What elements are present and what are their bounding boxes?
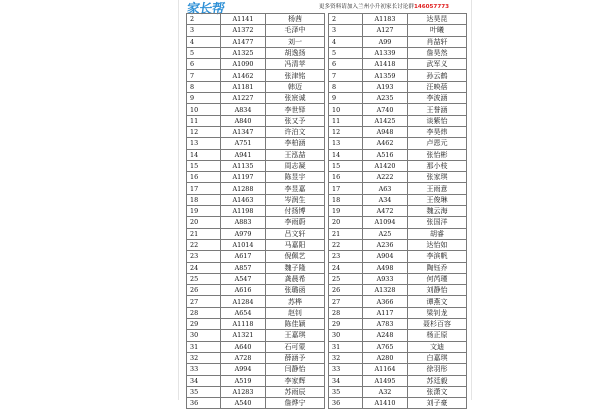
exam-id-cell: A462 bbox=[363, 138, 408, 149]
table-row bbox=[329, 14, 467, 25]
banner-group-number: 146057773 bbox=[413, 4, 449, 10]
student-name-cell: 魏子隆 bbox=[266, 262, 325, 273]
table-row bbox=[329, 285, 467, 296]
exam-id-cell: A516 bbox=[363, 149, 408, 160]
exam-id-cell: A193 bbox=[363, 81, 408, 92]
exam-id-cell: A99 bbox=[363, 36, 408, 47]
student-name-cell: 谈紫怡 bbox=[408, 115, 467, 126]
exam-id-cell: A1462 bbox=[221, 70, 266, 81]
row-number-cell: 33 bbox=[187, 364, 221, 375]
row-number-cell: 20 bbox=[187, 217, 221, 228]
student-name-cell: 张怡彬 bbox=[408, 149, 467, 160]
student-name-cell: 王俊琳 bbox=[408, 194, 467, 205]
exam-id-cell: A1197 bbox=[221, 172, 266, 183]
table-row bbox=[187, 398, 325, 409]
row-number-cell: 25 bbox=[329, 273, 363, 284]
row-number-cell: 33 bbox=[329, 364, 363, 375]
student-name-cell: 李滨帆 bbox=[408, 251, 467, 262]
table-row bbox=[329, 217, 467, 228]
student-name-cell: 毛泽中 bbox=[266, 25, 325, 36]
table-row bbox=[187, 59, 325, 70]
exam-id-cell: A1372 bbox=[221, 25, 266, 36]
row-number-cell: 31 bbox=[187, 341, 221, 352]
exam-id-cell: A979 bbox=[221, 228, 266, 239]
row-number-cell: 29 bbox=[187, 319, 221, 330]
student-name-cell: 石可蒙 bbox=[266, 341, 325, 352]
student-name-cell: 詹昊然 bbox=[408, 47, 467, 58]
student-name-cell: 李雨蔚 bbox=[266, 217, 325, 228]
exam-id-cell: A1288 bbox=[221, 183, 266, 194]
table-row bbox=[329, 104, 467, 115]
exam-id-cell: A235 bbox=[363, 93, 408, 104]
table-row bbox=[329, 239, 467, 250]
student-name-cell: 张璐函 bbox=[266, 285, 325, 296]
row-number-cell: 11 bbox=[187, 115, 221, 126]
right-roster-table bbox=[328, 13, 467, 409]
row-number-cell: 26 bbox=[329, 285, 363, 296]
table-row bbox=[187, 14, 325, 25]
student-name-cell: 李家辉 bbox=[266, 375, 325, 386]
row-number-cell: 35 bbox=[187, 386, 221, 397]
exam-id-cell: A1463 bbox=[221, 194, 266, 205]
exam-id-cell: A1425 bbox=[363, 115, 408, 126]
student-name-cell: 胡睿 bbox=[408, 228, 467, 239]
row-number-cell: 10 bbox=[329, 104, 363, 115]
student-name-cell: 付扬博 bbox=[266, 206, 325, 217]
exam-id-cell: A540 bbox=[221, 398, 266, 409]
table-row bbox=[329, 183, 467, 194]
row-number-cell: 27 bbox=[329, 296, 363, 307]
row-number-cell: 23 bbox=[187, 251, 221, 262]
exam-id-cell: A547 bbox=[221, 273, 266, 284]
table-row bbox=[329, 138, 467, 149]
student-name-cell: 张家琪 bbox=[408, 172, 467, 183]
table-row bbox=[329, 251, 467, 262]
exam-id-cell: A1094 bbox=[363, 217, 408, 228]
exam-id-cell: A127 bbox=[363, 25, 408, 36]
table-row bbox=[187, 194, 325, 205]
table-row bbox=[329, 228, 467, 239]
student-name-cell: 王雨意 bbox=[408, 183, 467, 194]
row-number-cell: 13 bbox=[187, 138, 221, 149]
row-number-cell: 20 bbox=[329, 217, 363, 228]
table-row bbox=[187, 352, 325, 363]
student-name-cell: 詹烨宁 bbox=[266, 398, 325, 409]
student-name-cell: 王嘉琪 bbox=[266, 330, 325, 341]
exam-id-cell: A1118 bbox=[221, 319, 266, 330]
student-name-cell: 叶曦 bbox=[408, 25, 467, 36]
row-number-cell: 3 bbox=[329, 25, 363, 36]
exam-id-cell: A34 bbox=[363, 194, 408, 205]
row-number-cell: 14 bbox=[187, 149, 221, 160]
student-name-cell: 肖喆轩 bbox=[408, 36, 467, 47]
student-name-cell: 薛涵予 bbox=[266, 352, 325, 363]
row-number-cell: 34 bbox=[187, 375, 221, 386]
row-number-cell: 5 bbox=[187, 47, 221, 58]
student-name-cell: 李柏涵 bbox=[266, 138, 325, 149]
document-page bbox=[178, 0, 472, 408]
exam-id-cell: A616 bbox=[221, 285, 266, 296]
table-row bbox=[329, 273, 467, 284]
student-name-cell: 杨正原 bbox=[408, 330, 467, 341]
exam-id-cell: A63 bbox=[363, 183, 408, 194]
student-name-cell: 魏云海 bbox=[408, 206, 467, 217]
student-name-cell: 周志凝 bbox=[266, 160, 325, 171]
exam-id-cell: A1090 bbox=[221, 59, 266, 70]
exam-id-cell: A941 bbox=[221, 149, 266, 160]
row-number-cell: 24 bbox=[329, 262, 363, 273]
exam-id-cell: A640 bbox=[221, 341, 266, 352]
exam-id-cell: A1328 bbox=[363, 285, 408, 296]
exam-id-cell: A1014 bbox=[221, 239, 266, 250]
exam-id-cell: A1227 bbox=[221, 93, 266, 104]
table-row bbox=[329, 36, 467, 47]
student-name-cell: 达昊昆 bbox=[408, 14, 467, 25]
row-number-cell: 35 bbox=[329, 386, 363, 397]
table-row bbox=[187, 239, 325, 250]
table-row bbox=[187, 273, 325, 284]
row-number-cell: 36 bbox=[329, 398, 363, 409]
row-number-cell: 19 bbox=[187, 206, 221, 217]
row-number-cell: 31 bbox=[329, 341, 363, 352]
exam-id-cell: A1321 bbox=[221, 330, 266, 341]
student-name-cell: 达怡如 bbox=[408, 239, 467, 250]
exam-id-cell: A366 bbox=[363, 296, 408, 307]
exam-id-cell: A222 bbox=[363, 172, 408, 183]
row-number-cell: 21 bbox=[187, 228, 221, 239]
row-number-cell: 2 bbox=[329, 14, 363, 25]
row-number-cell: 5 bbox=[329, 47, 363, 58]
student-name-cell: 冯清苹 bbox=[266, 59, 325, 70]
exam-id-cell: A1183 bbox=[363, 14, 408, 25]
exam-id-cell: A1420 bbox=[363, 160, 408, 171]
row-number-cell: 25 bbox=[187, 273, 221, 284]
student-name-cell: 李世铎 bbox=[266, 104, 325, 115]
row-number-cell: 30 bbox=[329, 330, 363, 341]
row-number-cell: 22 bbox=[329, 239, 363, 250]
exam-id-cell: A1141 bbox=[221, 14, 266, 25]
row-number-cell: 18 bbox=[187, 194, 221, 205]
table-row bbox=[187, 228, 325, 239]
row-number-cell: 16 bbox=[329, 172, 363, 183]
exam-id-cell: A1418 bbox=[363, 59, 408, 70]
exam-id-cell: A883 bbox=[221, 217, 266, 228]
table-row bbox=[187, 307, 325, 318]
row-number-cell: 14 bbox=[329, 149, 363, 160]
student-name-cell: 那小枝 bbox=[408, 160, 467, 171]
student-name-cell: 王誉涵 bbox=[408, 104, 467, 115]
exam-id-cell: A948 bbox=[363, 126, 408, 137]
row-number-cell: 17 bbox=[329, 183, 363, 194]
row-number-cell: 21 bbox=[329, 228, 363, 239]
table-row bbox=[187, 251, 325, 262]
student-name-cell: 汪映蓓 bbox=[408, 81, 467, 92]
student-name-cell: 武军义 bbox=[408, 59, 467, 70]
exam-id-cell: A654 bbox=[221, 307, 266, 318]
row-number-cell: 9 bbox=[329, 93, 363, 104]
row-number-cell: 24 bbox=[187, 262, 221, 273]
student-name-cell: 李昊炜 bbox=[408, 126, 467, 137]
student-name-cell: 张津铭 bbox=[266, 70, 325, 81]
table-row bbox=[187, 115, 325, 126]
row-number-cell: 10 bbox=[187, 104, 221, 115]
student-name-cell: 文迪 bbox=[408, 341, 467, 352]
student-name-cell: 马嘉阳 bbox=[266, 239, 325, 250]
table-row bbox=[187, 160, 325, 171]
table-row bbox=[187, 81, 325, 92]
row-number-cell: 18 bbox=[329, 194, 363, 205]
table-row bbox=[329, 398, 467, 409]
table-row bbox=[329, 262, 467, 273]
exam-id-cell: A1198 bbox=[221, 206, 266, 217]
table-row bbox=[187, 149, 325, 160]
row-number-cell: 36 bbox=[187, 398, 221, 409]
table-row bbox=[187, 93, 325, 104]
student-name-cell: 苏廷毅 bbox=[408, 375, 467, 386]
student-name-cell: 闫静怡 bbox=[266, 364, 325, 375]
table-row bbox=[329, 149, 467, 160]
exam-id-cell: A1284 bbox=[221, 296, 266, 307]
student-name-cell: 苏雨辰 bbox=[266, 386, 325, 397]
student-name-cell: 李昱嘉 bbox=[266, 183, 325, 194]
row-number-cell: 28 bbox=[329, 307, 363, 318]
left-roster-table bbox=[186, 13, 325, 409]
exam-id-cell: A751 bbox=[221, 138, 266, 149]
exam-id-cell: A994 bbox=[221, 364, 266, 375]
table-row bbox=[187, 262, 325, 273]
row-number-cell: 13 bbox=[329, 138, 363, 149]
exam-id-cell: A32 bbox=[363, 386, 408, 397]
exam-id-cell: A1339 bbox=[363, 47, 408, 58]
table-row bbox=[329, 206, 467, 217]
row-number-cell: 15 bbox=[187, 160, 221, 171]
table-row bbox=[329, 172, 467, 183]
student-name-cell: 梁钊龙 bbox=[408, 307, 467, 318]
table-row bbox=[187, 375, 325, 386]
row-number-cell: 9 bbox=[187, 93, 221, 104]
row-number-cell: 16 bbox=[187, 172, 221, 183]
exam-id-cell: A933 bbox=[363, 273, 408, 284]
row-number-cell: 7 bbox=[329, 70, 363, 81]
student-name-cell: 陈佳颖 bbox=[266, 319, 325, 330]
exam-id-cell: A834 bbox=[221, 104, 266, 115]
table-row bbox=[329, 59, 467, 70]
row-number-cell: 11 bbox=[329, 115, 363, 126]
exam-id-cell: A236 bbox=[363, 239, 408, 250]
exam-id-cell: A25 bbox=[363, 228, 408, 239]
student-name-cell: 赵钊 bbox=[266, 307, 325, 318]
table-row bbox=[187, 319, 325, 330]
exam-id-cell: A1135 bbox=[221, 160, 266, 171]
banner-text bbox=[319, 2, 449, 10]
row-number-cell: 22 bbox=[187, 239, 221, 250]
exam-id-cell: A1181 bbox=[221, 81, 266, 92]
table-row bbox=[329, 307, 467, 318]
exam-id-cell: A1359 bbox=[363, 70, 408, 81]
student-name-cell: 龚晨希 bbox=[266, 273, 325, 284]
table-row bbox=[329, 70, 467, 81]
student-name-cell: 王泓喆 bbox=[266, 149, 325, 160]
row-number-cell: 32 bbox=[329, 352, 363, 363]
student-name-cell: 杨茜 bbox=[266, 14, 325, 25]
exam-id-cell: A498 bbox=[363, 262, 408, 273]
table-row bbox=[187, 206, 325, 217]
student-name-cell: 张又予 bbox=[266, 115, 325, 126]
student-name-cell: 倪佩艺 bbox=[266, 251, 325, 262]
table-row bbox=[329, 25, 467, 36]
table-row bbox=[187, 138, 325, 149]
row-number-cell: 28 bbox=[187, 307, 221, 318]
exam-id-cell: A1325 bbox=[221, 47, 266, 58]
student-name-cell: 白嘉琪 bbox=[408, 352, 467, 363]
row-number-cell: 27 bbox=[187, 296, 221, 307]
student-name-cell: 张潇文 bbox=[408, 386, 467, 397]
exam-id-cell: A617 bbox=[221, 251, 266, 262]
row-number-cell: 12 bbox=[187, 126, 221, 137]
student-name-cell: 张宸诚 bbox=[266, 93, 325, 104]
student-name-cell: 卢恩元 bbox=[408, 138, 467, 149]
table-row bbox=[329, 93, 467, 104]
student-name-cell: 许泊文 bbox=[266, 126, 325, 137]
row-number-cell: 30 bbox=[187, 330, 221, 341]
student-name-cell: 陶钰乔 bbox=[408, 262, 467, 273]
exam-id-cell: A904 bbox=[363, 251, 408, 262]
row-number-cell: 29 bbox=[329, 319, 363, 330]
table-row bbox=[187, 341, 325, 352]
exam-id-cell: A1283 bbox=[221, 386, 266, 397]
student-name-cell: 刘子豪 bbox=[408, 398, 467, 409]
exam-id-cell: A840 bbox=[221, 115, 266, 126]
row-number-cell: 4 bbox=[187, 36, 221, 47]
exam-id-cell: A1477 bbox=[221, 36, 266, 47]
student-name-cell: 张国洋 bbox=[408, 217, 467, 228]
exam-id-cell: A857 bbox=[221, 262, 266, 273]
row-number-cell: 12 bbox=[329, 126, 363, 137]
exam-id-cell: A728 bbox=[221, 352, 266, 363]
student-name-cell: 刘静怡 bbox=[408, 285, 467, 296]
table-row bbox=[187, 25, 325, 36]
student-name-cell: 刘一 bbox=[266, 36, 325, 47]
table-row bbox=[329, 319, 467, 330]
exam-id-cell: A1410 bbox=[363, 398, 408, 409]
row-number-cell: 6 bbox=[187, 59, 221, 70]
row-number-cell: 6 bbox=[329, 59, 363, 70]
table-row bbox=[187, 126, 325, 137]
table-row bbox=[329, 341, 467, 352]
table-row bbox=[187, 172, 325, 183]
table-row bbox=[329, 160, 467, 171]
row-number-cell: 3 bbox=[187, 25, 221, 36]
table-row bbox=[329, 115, 467, 126]
student-name-cell: 谭燕文 bbox=[408, 296, 467, 307]
exam-id-cell: A280 bbox=[363, 352, 408, 363]
exam-id-cell: A1164 bbox=[363, 364, 408, 375]
exam-id-cell: A248 bbox=[363, 330, 408, 341]
page-header bbox=[179, 0, 471, 17]
table-row bbox=[187, 104, 325, 115]
table-row bbox=[187, 330, 325, 341]
exam-id-cell: A472 bbox=[363, 206, 408, 217]
table-row bbox=[329, 364, 467, 375]
exam-id-cell: A1347 bbox=[221, 126, 266, 137]
student-name-cell: 何芮瑾 bbox=[408, 273, 467, 284]
exam-id-cell: A1495 bbox=[363, 375, 408, 386]
row-number-cell: 23 bbox=[329, 251, 363, 262]
exam-id-cell: A117 bbox=[363, 307, 408, 318]
table-row bbox=[329, 81, 467, 92]
row-number-cell: 4 bbox=[329, 36, 363, 47]
student-name-cell: 韩迈 bbox=[266, 81, 325, 92]
student-name-cell: 孙云鹤 bbox=[408, 70, 467, 81]
row-number-cell: 17 bbox=[187, 183, 221, 194]
row-number-cell: 19 bbox=[329, 206, 363, 217]
row-number-cell: 34 bbox=[329, 375, 363, 386]
table-row bbox=[187, 36, 325, 47]
table-row bbox=[187, 217, 325, 228]
exam-id-cell: A740 bbox=[363, 104, 408, 115]
row-number-cell: 2 bbox=[187, 14, 221, 25]
table-row bbox=[329, 352, 467, 363]
student-name-cell: 胡逸扬 bbox=[266, 47, 325, 58]
table-row bbox=[329, 126, 467, 137]
student-name-cell: 陈昱宇 bbox=[266, 172, 325, 183]
row-number-cell: 32 bbox=[187, 352, 221, 363]
row-number-cell: 8 bbox=[187, 81, 221, 92]
table-row bbox=[329, 194, 467, 205]
row-number-cell: 7 bbox=[187, 70, 221, 81]
table-row bbox=[329, 375, 467, 386]
table-row bbox=[329, 386, 467, 397]
student-name-cell: 吕文轩 bbox=[266, 228, 325, 239]
exam-id-cell: A519 bbox=[221, 375, 266, 386]
student-name-cell: 聂杉百容 bbox=[408, 319, 467, 330]
row-number-cell: 8 bbox=[329, 81, 363, 92]
table-row bbox=[187, 183, 325, 194]
table-row bbox=[187, 386, 325, 397]
student-name-cell: 苏桦 bbox=[266, 296, 325, 307]
table-row bbox=[329, 330, 467, 341]
table-row bbox=[329, 47, 467, 58]
row-number-cell: 26 bbox=[187, 285, 221, 296]
table-row bbox=[187, 364, 325, 375]
student-name-cell: 徐羽彤 bbox=[408, 364, 467, 375]
table-row bbox=[187, 70, 325, 81]
row-number-cell: 15 bbox=[329, 160, 363, 171]
table-row bbox=[187, 285, 325, 296]
exam-id-cell: A765 bbox=[363, 341, 408, 352]
banner-message: 更多资料请加入兰州小升初家长讨论群 bbox=[318, 4, 414, 10]
site-logo: 家长帮 bbox=[185, 2, 226, 17]
student-name-cell: 岑润生 bbox=[266, 194, 325, 205]
table-row bbox=[187, 296, 325, 307]
table-row bbox=[187, 47, 325, 58]
exam-id-cell: A783 bbox=[363, 319, 408, 330]
table-row bbox=[329, 296, 467, 307]
student-name-cell: 李波涵 bbox=[408, 93, 467, 104]
